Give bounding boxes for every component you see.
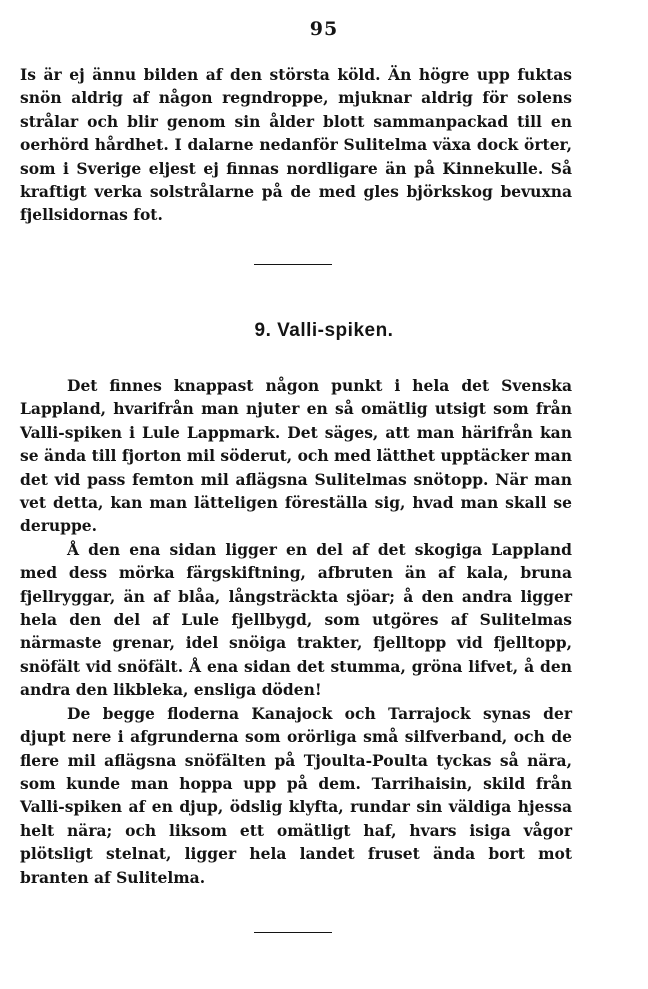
section-heading: 9. Valli-spiken. [254,320,394,341]
section-body [20,374,572,889]
page-number: 95 [309,18,339,40]
intro-paragraph: Is är ej ännu bilden af den största köld. Än högre upp fuktas snön aldrig af någon regndroppe, mjuknar aldrig för solens strålar och blir genom sin ålder blott sammanpackad till en oerhörd hårdhet. I dalarne nedanför Sulitelma växa dock örter, som i Sverige eljest ej finnas nordligare än på Kinnekulle. Så kraftigt verka solstrålarne på de med gles björkskog bevuxna fjellsidornas fot. [20,65,572,225]
section-divider [254,264,332,265]
end-divider [254,932,332,933]
section-paragraph: Det finnes knappast någon punkt i hela det Svenska Lappland, hvarifrån man njuter en så omätlig utsigt som från Valli-spiken i Lule Lappmark. Det säges, att man härifrån kan se ända till fjorton mil söderut, och med lätthet upptäcker man det vid pass femton mil aflägsna Sulitelmas snötopp. När man vet detta, kan man lätteligen föreställa sig, hvad man skall se deruppe. [20,376,572,536]
section-paragraph: Å den ena sidan ligger en del af det skogiga Lappland med dess mörka färgskiftning, afbruten än af kala, bruna fjellryggar, än af blåa, långsträckta sjöar; å den andra ligger hela den del af Lule fjellbygd, som utgöres af Sulitelmas närmaste grenar, idel snöiga trakter, fjelltopp vid fjelltopp, snöfält vid snöfält. Å ena sidan det stumma, gröna lifvet, å den andra den likbleka, ensliga döden! [20,539,572,700]
section-paragraph: De begge floderna Kanajock och Tarrajock synas der djupt nere i afgrunderna som orörliga små silfverband, och de flere mil aflägsna snöfälten på Tjoulta-Poulta tyckas så nära, som kunde man hoppa upp på dem. Tarrihaisin, skild från Valli-spiken af en djup, ödslig klyfta, rundar sin väldiga hjessa helt nära; och liksom ett omätligt haf, hvars isiga vågor plötsligt stelnat, ligger hela landet fruset ända bort mot branten af Sulitelma. [20,703,572,887]
